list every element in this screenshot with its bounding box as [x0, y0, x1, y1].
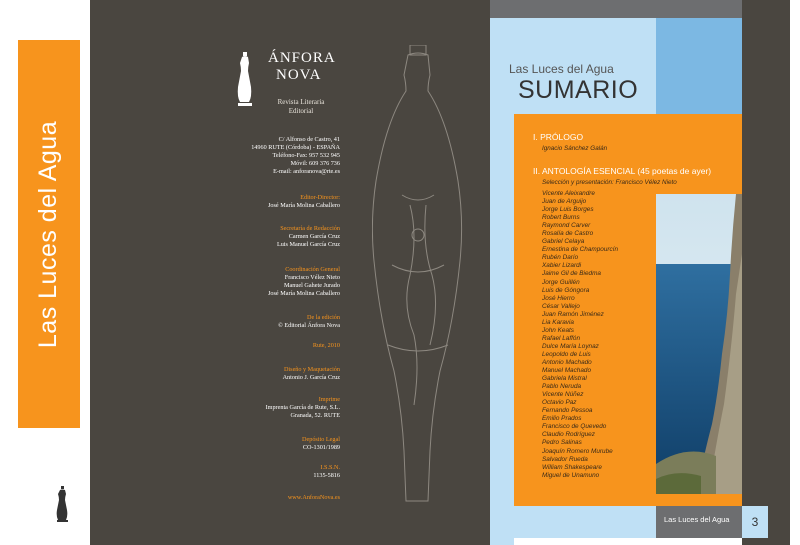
- list-item: Claudio Rodríguez: [542, 431, 595, 439]
- list-item: Luis de Góngora: [542, 286, 590, 294]
- list-item: Juan Ramón Jiménez: [542, 310, 604, 318]
- credit-heading: Diseño y Maquetación: [283, 366, 340, 373]
- credit-heading: Imprime: [318, 396, 340, 403]
- list-item: John Keats: [542, 326, 574, 334]
- brand-subtitle: [262, 98, 340, 116]
- list-item: Gabriel Celaya: [542, 238, 585, 246]
- credit-value: Francisco Vélez Nieto: [284, 274, 340, 281]
- address-line: C/ Alfonso de Castro, 41: [278, 136, 340, 143]
- sea-cliff-photo: [656, 194, 742, 494]
- credit-diseno: [283, 366, 340, 382]
- list-item: Juan de Arguijo: [542, 198, 587, 206]
- credit-deposito: [302, 436, 340, 452]
- list-item: Dulce María Loynaz: [542, 342, 599, 350]
- page-number: [742, 506, 768, 538]
- list-item: Pablo Neruda: [542, 383, 582, 391]
- credit-value: Imprenta García de Rute, S.L.: [265, 404, 340, 411]
- list-item: Fernando Pessoa: [542, 407, 593, 415]
- credit-heading: De la edición: [307, 314, 340, 321]
- section-antologia-credit: Selección y presentación: Francisco Vélez Nieto: [542, 179, 677, 186]
- list-item: Xabier Lizardi: [542, 262, 582, 270]
- section-antologia[interactable]: II. ANTOLOGÍA ESENCIAL (45 poetas de ayer): [533, 166, 712, 176]
- list-item: Raymond Carver: [542, 222, 591, 230]
- list-item: Miguel de Unamuno: [542, 471, 600, 479]
- list-item: Vicente Aleixandre: [542, 190, 595, 197]
- list-item: César Vallejo: [542, 302, 580, 310]
- credit-value: José María Molina Caballero: [268, 290, 340, 297]
- footer-blue-block: [514, 506, 656, 538]
- credit-value: © Editorial Ánfora Nova: [278, 322, 340, 329]
- series-title: Las Luces del Agua: [509, 62, 614, 76]
- list-item: José Hierro: [542, 294, 575, 302]
- credit-edicion: [278, 314, 340, 330]
- list-item: Salvador Rueda: [542, 455, 588, 463]
- credit-heading: Secretaría de Redacción: [280, 225, 340, 232]
- list-item: Emilio Prados: [542, 415, 582, 423]
- list-item: Vicente Núñez: [542, 391, 584, 399]
- credit-value: Carmen García Cruz: [288, 233, 340, 240]
- left-blue-strip: [490, 114, 514, 545]
- list-item: Rosalía de Castro: [542, 230, 594, 238]
- address-block: [251, 136, 340, 176]
- credit-coordinacion: [268, 266, 340, 298]
- credit-value: Granada, 52. RUTE: [290, 412, 340, 419]
- credit-value: Manuel Gahete Jurado: [283, 282, 340, 289]
- brand-name-line2: NOVA: [276, 67, 322, 83]
- credit-imprime: [266, 396, 340, 420]
- list-item: Lia Karavia: [542, 318, 574, 326]
- amphora-figure-icon: [52, 484, 72, 524]
- credit-heading: Depósito Legal: [302, 436, 340, 443]
- brand-name: [268, 50, 336, 84]
- list-item: Robert Burns: [542, 214, 580, 222]
- brand-sub-line2: Editorial: [288, 107, 314, 115]
- credit-heading: Coordinación General: [285, 266, 340, 273]
- address-line: E-mail: anforanova@rte.es: [273, 168, 340, 175]
- address-line: Móvil: 609 376 736: [290, 160, 340, 167]
- brand-name-line1: ÁNFORA: [268, 50, 336, 66]
- credit-editor: [268, 194, 340, 210]
- list-item: Rubén Darío: [542, 254, 579, 262]
- credit-secretaria: [277, 225, 340, 249]
- credit-value: CO-1301/1989: [302, 444, 340, 451]
- list-item: Francisco de Quevedo: [542, 423, 607, 431]
- list-item: William Shakespeare: [542, 463, 602, 471]
- amphora-figure-icon: [234, 50, 256, 110]
- list-item: Jorge Luis Borges: [542, 206, 594, 214]
- page-number-text: 3: [751, 515, 759, 529]
- poet-list: [542, 190, 618, 480]
- list-item: Joaquín Romero Murube: [542, 447, 613, 455]
- credit-value: Luis Manuel García Cruz: [276, 241, 340, 248]
- list-item: Leopoldo de Luis: [542, 350, 591, 358]
- top-grey-bar: [490, 0, 742, 18]
- credit-value: 1135-5816: [313, 472, 340, 479]
- credit-heading: I.S.S.N.: [320, 464, 340, 471]
- credit-value: José María Molina Caballero: [268, 202, 340, 209]
- header-block-blue: [656, 18, 742, 114]
- section-title: SUMARIO: [518, 76, 639, 104]
- list-item: Manuel Machado: [542, 367, 592, 375]
- credit-place-year: [313, 342, 340, 350]
- website-link[interactable]: www.AnforaNova.es: [287, 494, 340, 501]
- credit-heading: Editor-Director:: [300, 194, 340, 201]
- credit-website[interactable]: [288, 494, 340, 502]
- list-item: Rafael Laffón: [542, 334, 581, 342]
- address-line: 14960 RUTE (Córdoba) - ESPAÑA: [251, 144, 340, 151]
- list-item: Jaime Gil de Biedma: [542, 270, 601, 278]
- brand-sub-line1: Revista Literaria: [277, 98, 325, 106]
- list-item: Gabriela Mistral: [542, 375, 587, 383]
- section-prologo[interactable]: I. PRÓLOGO: [533, 132, 584, 142]
- address-line: Teléfono-Fax: 957 532 945: [272, 152, 340, 159]
- spine-title: [18, 40, 80, 428]
- spine-title-text: Las Luces del Agua: [34, 120, 63, 348]
- list-item: Jorge Guillén: [542, 278, 580, 286]
- list-item: Octavio Paz: [542, 399, 577, 407]
- credit-heading: Rute, 2010: [312, 342, 340, 349]
- side-dark-strip: [742, 0, 790, 545]
- footer-series-title: Las Luces del Agua: [664, 515, 730, 524]
- list-item: Pedro Salinas: [542, 439, 582, 447]
- credit-value: Antonio J. García Cruz: [282, 374, 340, 381]
- list-item: Antonio Machado: [542, 358, 592, 366]
- amphora-outline-graphic: [372, 45, 464, 505]
- credit-issn: [313, 464, 340, 480]
- list-item: Ernestina de Champourcín: [542, 246, 619, 254]
- section-prologo-author: Ignacio Sánchez Galán: [542, 145, 608, 152]
